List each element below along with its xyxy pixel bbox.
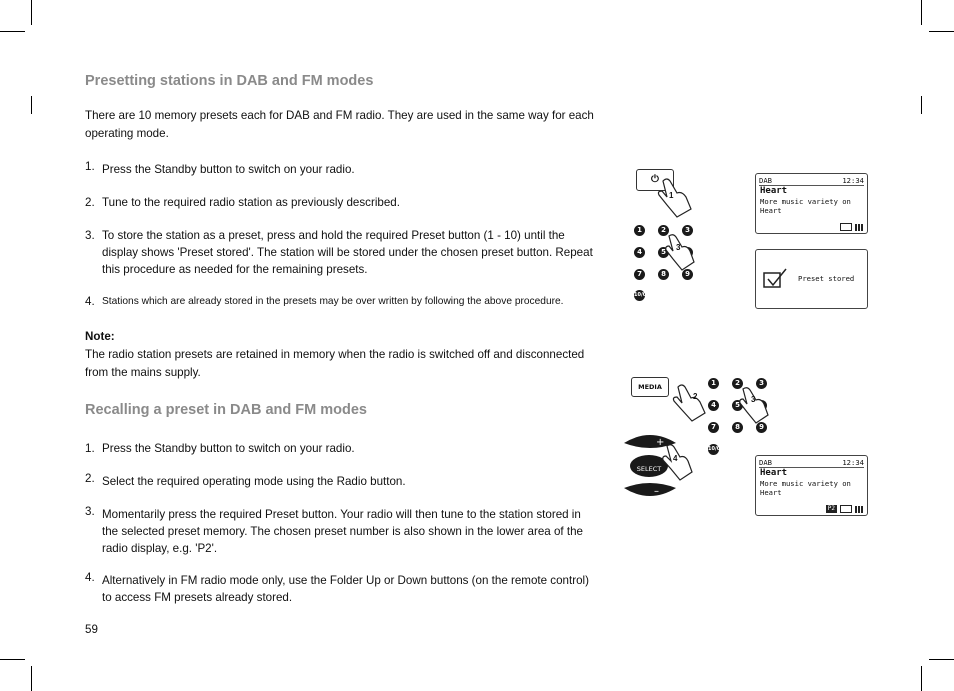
- preset-button-3: 3: [682, 225, 693, 236]
- folder-down-button: [622, 480, 678, 500]
- svg-text:+: +: [656, 437, 665, 448]
- preset-button-2: 2: [732, 378, 743, 389]
- step-text: Stations which are already stored in the presets may be over written by following the above procedure.: [102, 296, 564, 307]
- note-label: Note:: [85, 330, 115, 343]
- step-number: 1.: [85, 160, 95, 173]
- list-item: [85, 572, 597, 606]
- list-item: [85, 194, 597, 211]
- dab-icon: [840, 505, 852, 513]
- step-text: Press the Standby button to switch on your radio.: [102, 163, 355, 176]
- preset-button-7: 7: [634, 269, 645, 280]
- display-header: [759, 458, 864, 468]
- crop-mark: [0, 659, 25, 660]
- step-number: 2.: [85, 472, 95, 485]
- display-time: 12:34: [842, 458, 864, 467]
- preset-button-8: 8: [732, 422, 743, 433]
- preset-button-5: 5: [658, 247, 669, 258]
- list-item: [85, 506, 597, 557]
- step-text: Alternatively in FM radio mode only, use the Folder Up or Down buttons (on the remote control) to access FM presets already stored.: [102, 574, 589, 604]
- preset-button-9: 9: [682, 269, 693, 280]
- step-number: 1.: [85, 442, 95, 455]
- crop-mark: [31, 0, 32, 25]
- radio-display: [755, 173, 868, 234]
- preset-button-1: 1: [634, 225, 645, 236]
- intro-paragraph: There are 10 memory presets each for DAB and FM radio. They are used in the same way for each operating mode.: [85, 109, 594, 140]
- media-button: [631, 377, 669, 397]
- preset-button-9: 9: [756, 422, 767, 433]
- crop-mark: [921, 0, 922, 25]
- display-text-line: More music variety on: [760, 479, 851, 488]
- preset-button-2: 2: [658, 225, 669, 236]
- dab-icon: [840, 223, 852, 231]
- preset-button-10: 10/0: [634, 290, 645, 301]
- pointing-hand-icon: [655, 175, 695, 219]
- preset-button-10: 10/0: [708, 444, 719, 455]
- step-number: 4.: [85, 571, 95, 584]
- step-number: 3.: [85, 505, 95, 518]
- step-callout: 3: [751, 395, 756, 404]
- preset-button-8: 8: [658, 269, 669, 280]
- pointing-hand-icon: [670, 382, 710, 422]
- preset-stored-message: Preset stored: [798, 274, 855, 283]
- pointing-hand-icon: [663, 232, 697, 272]
- preset-button-7: 7: [708, 422, 719, 433]
- step-text: Press the Standby button to switch on your radio.: [102, 442, 355, 455]
- list-item: [85, 161, 597, 178]
- crop-mark: [921, 666, 922, 691]
- media-label: MEDIA: [638, 383, 662, 391]
- display-time: 12:34: [842, 176, 864, 185]
- note-text: The radio station presets are retained in memory when the radio is switched off and disconnected from the mains supply.: [85, 348, 585, 379]
- section-title: Recalling a preset in DAB and FM modes: [85, 402, 367, 418]
- step-callout: 1: [669, 191, 674, 200]
- status-icons: [826, 505, 863, 513]
- display-header: [759, 176, 864, 186]
- crop-mark: [31, 96, 32, 114]
- page-number: 59: [85, 623, 98, 636]
- display-text-line: More music variety on: [760, 197, 851, 206]
- radio-display: [755, 249, 868, 309]
- pointing-hand-icon: [737, 385, 771, 425]
- list-item: [85, 440, 597, 457]
- crop-mark: [929, 31, 954, 32]
- step-number: 4.: [85, 295, 95, 308]
- step-text: Select the required operating mode using the Radio button.: [102, 475, 406, 488]
- list-item: [85, 293, 597, 310]
- list-item: [85, 473, 597, 490]
- pointing-hand-icon: [660, 442, 696, 482]
- power-icon: ⏻: [651, 174, 659, 185]
- section-title: Presetting stations in DAB and FM modes: [85, 73, 374, 89]
- signal-icon: [855, 224, 863, 231]
- display-mode: DAB: [759, 176, 772, 185]
- radio-display: [755, 455, 868, 516]
- checkbox-icon: [762, 267, 790, 291]
- select-label: SELECT: [636, 465, 662, 473]
- preset-button-4: 4: [708, 400, 719, 411]
- display-mode: DAB: [759, 458, 772, 467]
- signal-icon: [855, 506, 863, 513]
- step-callout: 4: [673, 454, 678, 463]
- crop-mark: [921, 96, 922, 114]
- station-name: Heart: [760, 186, 788, 196]
- step-text: Momentarily press the required Preset button. Your radio will then tune to the station stored in the selected preset memory. The chosen preset number is also shown in the lower area of the radio display, e.g. 'P2'.: [102, 508, 583, 555]
- preset-indicator: P2: [827, 505, 835, 512]
- step-text: To store the station as a preset, press and hold the required Preset button (1 - 10) until the display shows 'Preset stored'. The station will be stored under the chosen preset button. Repeat this procedure as needed for the remaining presets.: [102, 229, 593, 276]
- crop-mark: [31, 666, 32, 691]
- step-number: 2.: [85, 196, 95, 209]
- step-callout: 3: [676, 243, 681, 252]
- preset-button-1: 1: [708, 378, 719, 389]
- svg-text:–: –: [654, 486, 659, 497]
- list-item: [85, 227, 597, 278]
- step-number: 3.: [85, 229, 95, 242]
- preset-button-3: 3: [756, 378, 767, 389]
- display-text-line: Heart: [760, 488, 782, 497]
- preset-button-4: 4: [634, 247, 645, 258]
- step-text: Tune to the required radio station as previously described.: [102, 196, 400, 209]
- station-name: Heart: [760, 468, 788, 478]
- display-text-line: Heart: [760, 206, 782, 215]
- status-icons: [840, 223, 863, 231]
- step-callout: 2: [693, 392, 698, 401]
- preset-button-5: 5: [732, 400, 743, 411]
- crop-mark: [929, 659, 954, 660]
- crop-mark: [0, 31, 25, 32]
